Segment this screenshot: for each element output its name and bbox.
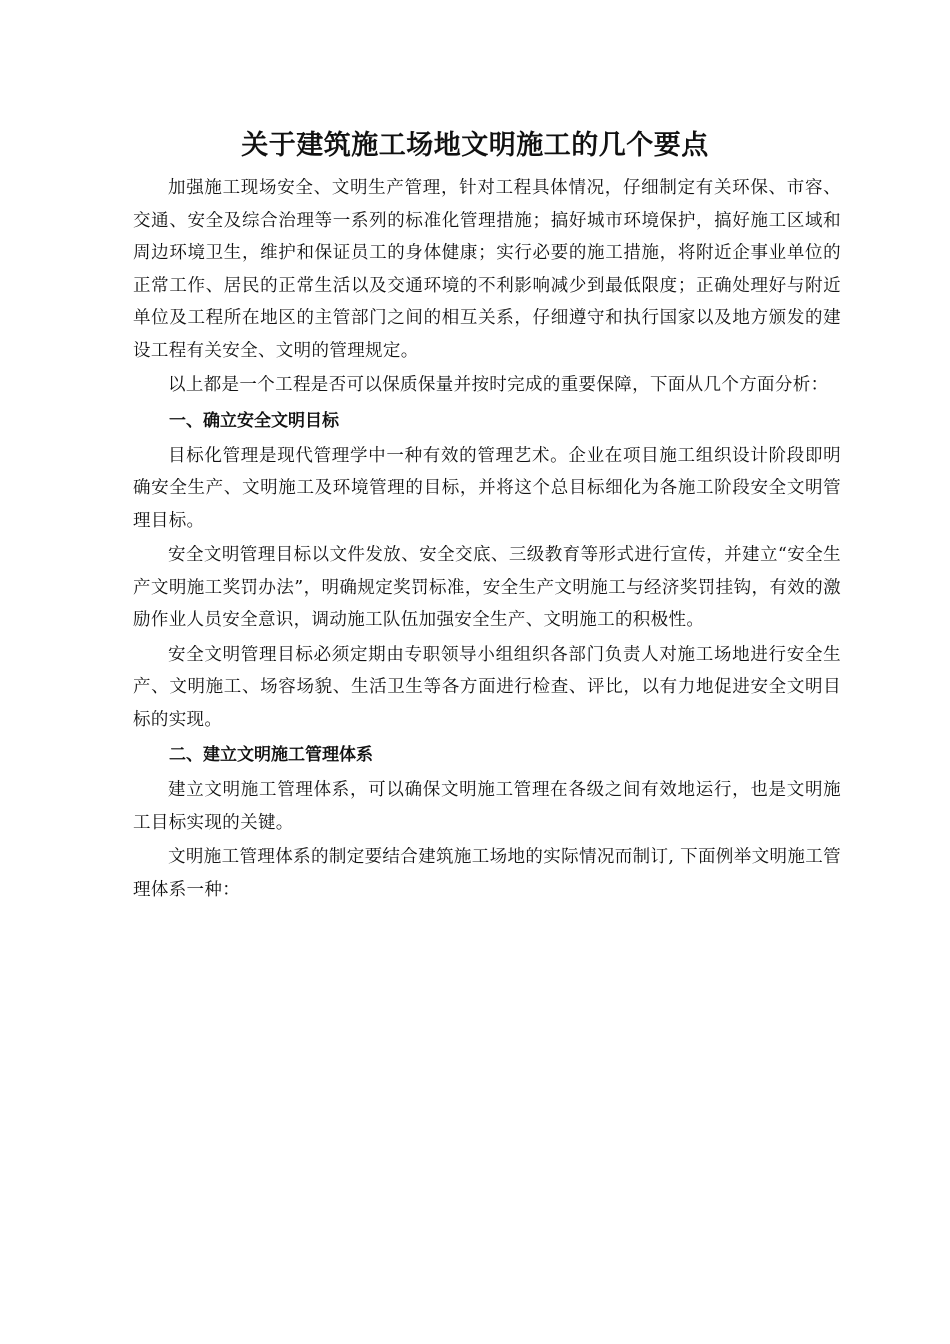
document-title: 关于建筑施工场地文明施工的几个要点 (241, 130, 709, 161)
section-1-paragraph-1: 目标化管理是现代管理学中一种有效的管理艺术。企业在项目施工组织设计阶段即明确安全生产、文明施工及环境管理的目标，并将这个总目标细化为各施工阶段安全文明管理目标。 (133, 445, 841, 531)
section-1-paragraph-2: 安全文明管理目标以文件发放、安全交底、三级教育等形式进行宣传，并建立“安全生产文明施工奖罚办法”，明确规定奖罚标准，安全生产文明施工与经济奖罚挂钩，有效的激励作业人员安全意识，调动施工队伍加强安全生产、文明施工的积极性。 (133, 545, 841, 630)
section-heading-1: 一、确立安全文明目标 (169, 410, 339, 431)
section-1-paragraph-3: 安全文明管理目标必须定期由专职领导小组组织各部门负责人对施工场地进行安全生产、文明施工、场容场貌、生活卫生等各方面进行检查、评比，以有力地促进安全文明目标的实现。 (133, 644, 841, 730)
section-2-paragraph-1: 建立文明施工管理体系，可以确保文明施工管理在各级之间有效地运行，也是文明施工目标实现的关键。 (133, 780, 841, 833)
intro-paragraph-1: 加强施工现场安全、文明生产管理，针对工程具体情况，仔细制定有关环保、市容、交通、安全及综合治理等一系列的标准化管理措施；搞好城市环境保护，搞好施工区域和周边环境卫生，维护和保证员工的身体健康；实行必要的施工措施，将附近企事业单位的正常工作、居民的正常生活以及交通环境的不利影响减少到最低限度；正确处理好与附近单位及工程所在地区的主管部门之间的相互关系，仔细遵守和执行国家以及地方颁发的建设工程有关安全、文明的管理规定。 (133, 178, 841, 361)
intro-paragraph-2: 以上都是一个工程是否可以保质保量并按时完成的重要保障，下面从几个方面分析： (168, 375, 829, 395)
section-heading-2: 二、建立文明施工管理体系 (169, 745, 373, 765)
section-2-paragraph-2: 文明施工管理体系的制定要结合建筑施工场地的实际情况而制订, 下面例举文明施工管理体系一种： (133, 847, 841, 900)
document-body (133, 172, 841, 908)
